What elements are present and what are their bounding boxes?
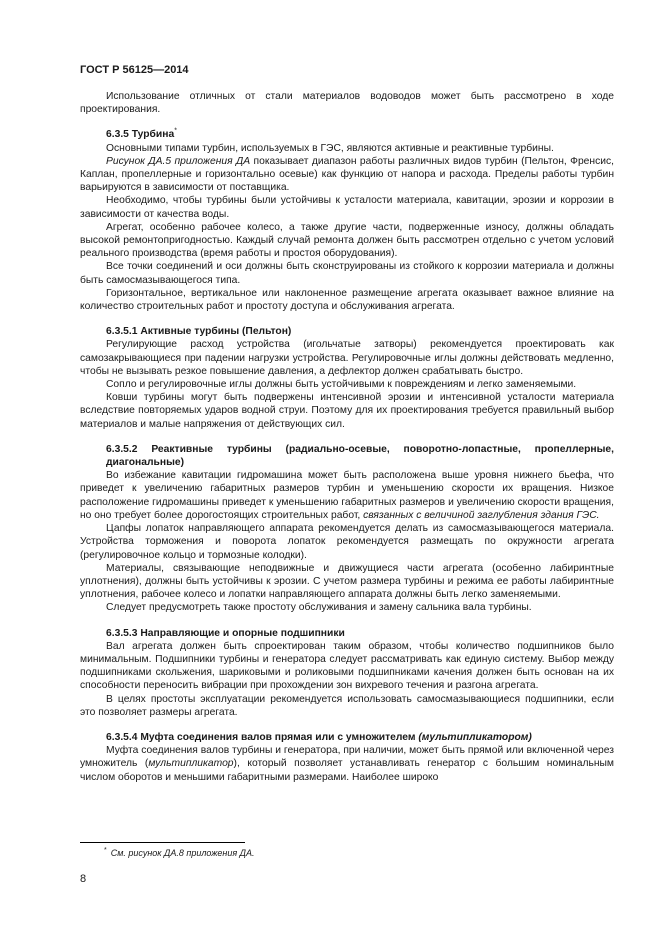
section-heading-6-3-5-2: 6.3.5.2 Реактивные турбины (радиально-осевые, поворотно-лопастные, пропеллерные, диагональные) [106, 443, 614, 469]
figure-reference: Рисунок ДА.5 приложения ДА [106, 155, 251, 167]
paragraph: Муфта соединения валов турбины и генератора, при наличии, может быть прямой или включенной через умножитель (мультипликатор), который позволяет устанавливать генератор с большим номинальным числом оборотов и меньшими габаритными размерами. Наиболее широко [80, 745, 614, 783]
page-number: 8 [80, 873, 87, 885]
footnote [104, 848, 255, 858]
paragraph: Агрегат, особенно рабочее колесо, а также другие части, подверженные износу, должны обладать высокой ремонтопригодностью. Каждый случай ремонта должен быть рассмотрен отдельно с учетом условий реального производства (время работы и простоя оборудования). [80, 221, 614, 260]
footnote-mark: * [104, 847, 107, 854]
paragraph: Регулирующие расход устройства (игольчатые затворы) рекомендуется проектировать как самозакрывающиеся при падении нагрузки устройства. Регулировочные иглы должны действовать медленно, чтобы не вызывать резкое повышение давления, а дефлектор должен срабатывать быстро. [80, 339, 614, 377]
page-header: ГОСТ Р 56125—2014 [80, 64, 189, 76]
section-heading-6-3-5-1: 6.3.5.1 Активные турбины (Пельтон) [106, 326, 292, 338]
section-heading-6-3-5-4: 6.3.5.4 Муфта соединения валов прямая или с умножителем (мультипликатором) [106, 731, 532, 743]
paragraph: Материалы, связывающие неподвижные и движущиеся части агрегата (особенно лабиринтные уплотнения), должны быть устойчивы к эрозии. С учетом размера турбины и режима ее работы лабиринтные уплотнения, рабочее колесо и лопатки направляющего аппарата должны быть легко заменяемыми. [80, 562, 614, 601]
paragraph: Необходимо, чтобы турбины были устойчивы к усталости материала, кавитации, эрозии и коррозии в зависимости от качества воды. [80, 195, 614, 220]
paragraph: Ковши турбины могут быть подвержены интенсивной эрозии и интенсивной усталости материала вследствие повторяемых ударов водной струи. Поэтому для их проектирования требуется правильный выбор материалов и малые напряжения от действующих сил. [80, 392, 614, 430]
paragraph: Следует предусмотреть также простоту обслуживания и замену сальника вала турбины. [106, 602, 532, 614]
intro-paragraph: Использование отличных от стали материалов водоводов может быть рассмотрено в ходе проектирования. [80, 91, 614, 116]
paragraph: Сопло и регулировочные иглы должны быть устойчивыми к повреждениям и легко заменяемыми. [106, 379, 577, 391]
page-content [80, 90, 614, 784]
footnote-text: См. рисунок ДА.8 приложения ДА. [110, 848, 255, 858]
section-heading-6-3-5-3: 6.3.5.3 Направляющие и опорные подшипники [106, 627, 345, 639]
paragraph: В целях простоты эксплуатации рекомендуется использовать самосмазывающиеся подшипники, если это позволяет размеры агрегата. [80, 693, 614, 718]
section-heading-6-3-5: 6.3.5 Турбина* [106, 127, 177, 141]
paragraph: Цапфы лопаток направляющего аппарата рекомендуется делать из самосмазывающегося материала. Устройства торможения и поворота лопаток рекомендуется размещать по окружности агрегата (регулировочное кольцо и тормозные колодки). [80, 523, 614, 561]
footnote-divider [80, 842, 245, 843]
paragraph: Во избежание кавитации гидромашина может быть расположена выше уровня нижнего бьефа, что приведет к увеличению габаритных размеров турбин и уменьшению скорости их вращения. Низкое расположение гидромашины приведет к уменьшению габаритных размеров и увеличению скорости вращения, но оно требует более дорогостоящих строительных работ, связанных с величиной заглубления здания ГЭС. [80, 470, 614, 521]
paragraph: Основными типами турбин, используемых в ГЭС, являются активные и реактивные турбины. [106, 142, 554, 154]
paragraph: Все точки соединений и оси должны быть сконструированы из стойкого к коррозии материала и должны быть самосмазывающегося типа. [80, 261, 614, 286]
paragraph: Рисунок ДА.5 приложения ДА показывает диапазон работы различных видов турбин (Пельтон, Френсис, Каплан, пропеллерные и горизонтально осевые) как функцию от напора и расхода. Пределы работы турбин варьируются в зависимости от поставщика. [80, 155, 614, 194]
paragraph: Горизонтальное, вертикальное или наклоненное размещение агрегата оказывает важное влияние на количество строительных работ и простоту доступа и обслуживания агрегата. [80, 287, 614, 313]
paragraph: Вал агрегата должен быть спроектирован таким образом, чтобы количество подшипников было минимальным. Подшипники турбины и генератора следует рассматривать как единую систему. Выбор между подшипниками скольжения, шариковыми и роликовыми подшипниками качения должен быть основан на их способности переносить вибрации при прохождении зон вихревого течения и разгона агрегата. [80, 640, 614, 692]
footnote-ref: * [174, 127, 177, 135]
